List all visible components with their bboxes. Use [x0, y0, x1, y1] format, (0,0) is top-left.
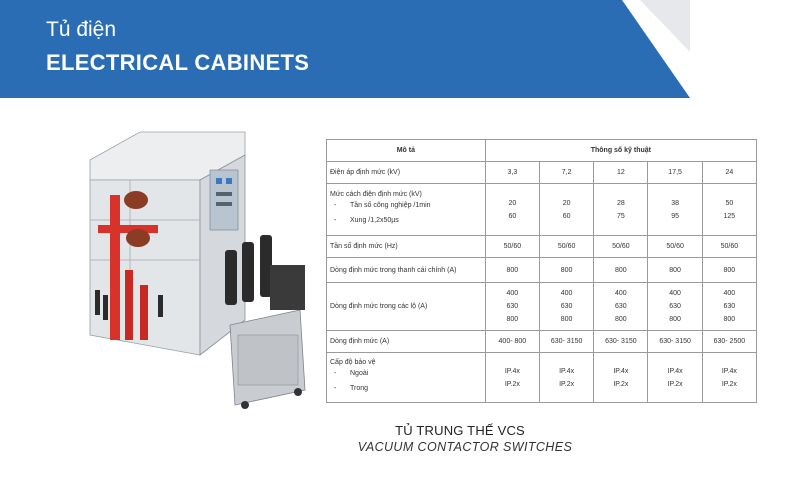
cell: IP.4x IP.2x	[594, 353, 648, 403]
row-sublabel: - Trong	[330, 381, 482, 396]
cell: 800	[594, 258, 648, 283]
cell: 50/60	[539, 236, 593, 258]
cell: 12	[594, 162, 648, 184]
cell: 50/60	[594, 236, 648, 258]
page-title-en: ELECTRICAL CABINETS	[46, 50, 310, 75]
cell: 400 630 800	[594, 283, 648, 331]
row-label: Dòng định mức trong các lộ (A)	[327, 283, 486, 331]
row-label: Điện áp định mức (kV)	[327, 162, 486, 184]
cell: 24	[702, 162, 756, 184]
table-row	[327, 236, 757, 258]
table-row	[327, 258, 757, 283]
cell: 630- 2500	[702, 331, 756, 353]
cell: 630- 3150	[648, 331, 702, 353]
page-title-vn: Tủ điện	[46, 18, 117, 41]
row-label: Dòng định mức (A)	[327, 331, 486, 353]
cell: 400 630 800	[702, 283, 756, 331]
cell: 400 630 800	[485, 283, 539, 331]
cell: IP.4x IP.2x	[485, 353, 539, 403]
row-label: Tần số định mức (Hz)	[327, 236, 486, 258]
row-label: Cấp độ bảo vệ	[330, 359, 376, 366]
table-header-specs: Thông số kỹ thuật	[485, 140, 756, 162]
row-label-group	[327, 184, 486, 236]
cell: 800	[485, 258, 539, 283]
cell: 17,5	[648, 162, 702, 184]
cell: 3,3	[485, 162, 539, 184]
cell: 50/60	[648, 236, 702, 258]
cell: 20 60	[485, 184, 539, 236]
cell: IP.4x IP.2x	[702, 353, 756, 403]
row-label: Dòng định mức trong thanh cái chính (A)	[327, 258, 486, 283]
cell: 800	[702, 258, 756, 283]
spec-table	[326, 139, 757, 403]
cell: IP.4x IP.2x	[539, 353, 593, 403]
cell: 630- 3150	[539, 331, 593, 353]
row-sublabel: - Ngoài	[330, 366, 482, 381]
cell: 400 630 800	[648, 283, 702, 331]
cell: 50/60	[485, 236, 539, 258]
product-caption-en: VACUUM CONTACTOR SWITCHES	[357, 440, 573, 454]
cell: 38 95	[648, 184, 702, 236]
cell: 7,2	[539, 162, 593, 184]
header-banner	[0, 0, 690, 98]
table-row	[327, 353, 757, 403]
table-row	[327, 184, 757, 236]
cell: IP.4x IP.2x	[648, 353, 702, 403]
table-row	[327, 331, 757, 353]
cell: 20 60	[539, 184, 593, 236]
cell: 800	[648, 258, 702, 283]
row-sublabel: - Xung /1,2x50µs	[330, 213, 482, 228]
table-row	[327, 283, 757, 331]
cell: 50 125	[702, 184, 756, 236]
row-label-group	[327, 353, 486, 403]
row-label: Mức cách điện định mức (kV)	[330, 191, 422, 198]
cell: 800	[539, 258, 593, 283]
table-row	[327, 162, 757, 184]
table-header-description: Mô tả	[327, 140, 486, 162]
cell: 28 75	[594, 184, 648, 236]
cell: 50/60	[702, 236, 756, 258]
product-caption-vn: TỦ TRUNG THẾ VCS	[395, 423, 525, 438]
cell: 400 630 800	[539, 283, 593, 331]
cabinet-illustration	[70, 120, 330, 410]
row-sublabel: - Tần số công nghiệp /1min	[330, 198, 482, 213]
cell: 400- 800	[485, 331, 539, 353]
table-header-row	[327, 140, 757, 162]
cell: 630- 3150	[594, 331, 648, 353]
